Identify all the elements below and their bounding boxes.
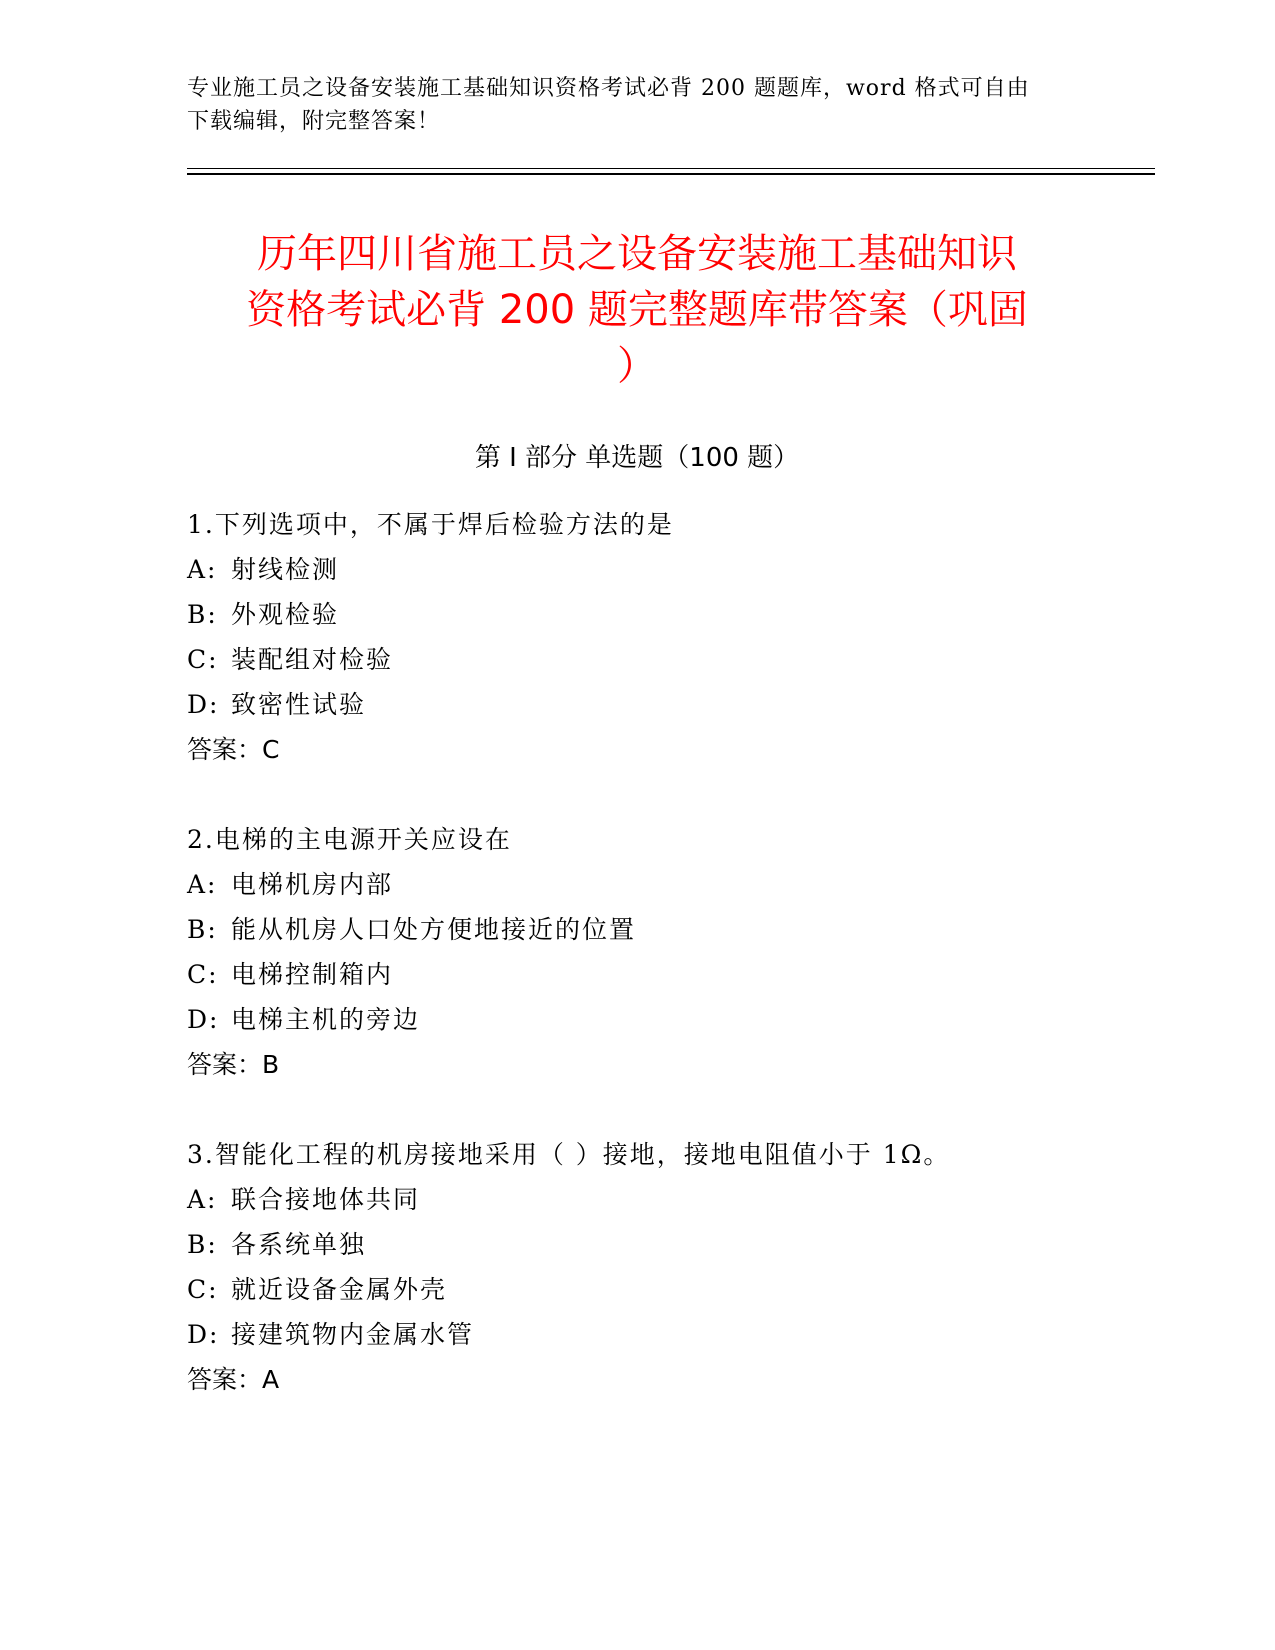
answer: 答案：B: [187, 1050, 280, 1079]
option-text: 联合接地体共同: [231, 1185, 421, 1214]
option-a: [187, 547, 1087, 592]
option-c: [187, 637, 1087, 682]
option-c: [187, 1267, 1087, 1312]
header-note: [187, 72, 1067, 138]
header-divider-thick: [187, 173, 1155, 175]
option-key: B:: [187, 600, 218, 629]
option-key: B:: [187, 915, 218, 944]
option-text: 电梯机房内部: [231, 870, 394, 899]
option-text: 就近设备金属外壳: [231, 1275, 448, 1304]
question-1: [187, 502, 1087, 772]
header-divider-thin: [187, 168, 1155, 169]
option-b: [187, 907, 1087, 952]
option-c: [187, 952, 1087, 997]
question-stem: 2.电梯的主电源开关应设在: [187, 825, 512, 854]
option-a: [187, 862, 1087, 907]
option-key: D:: [187, 1005, 220, 1034]
option-b: [187, 1222, 1087, 1267]
option-text: 能从机房人口处方便地接近的位置: [231, 915, 637, 944]
header-note-line-1: 专业施工员之设备安装施工基础知识资格考试必背 200 题题库，word 格式可自由: [187, 76, 1030, 101]
option-text: 电梯控制箱内: [231, 960, 394, 989]
option-text: 接建筑物内金属水管: [231, 1320, 475, 1349]
option-text: 致密性试验: [231, 690, 367, 719]
option-d: [187, 1312, 1087, 1357]
option-text: 装配组对检验: [231, 645, 394, 674]
answer: 答案：C: [187, 735, 280, 764]
option-text: 射线检测: [231, 555, 340, 584]
document-title-line-2: 资格考试必背 200 题完整题库带答案（巩固: [246, 287, 1028, 333]
section-heading: 第 I 部分 单选题（100 题）: [474, 443, 800, 473]
option-d: [187, 997, 1087, 1042]
option-d: [187, 682, 1087, 727]
option-key: C:: [187, 645, 219, 674]
question-2: [187, 817, 1087, 1087]
header-note-line-2: 下载编辑，附完整答案！: [187, 109, 441, 134]
question-3: [187, 1132, 1087, 1402]
option-text: 电梯主机的旁边: [231, 1005, 421, 1034]
option-key: A:: [187, 1185, 218, 1214]
document-title-line-3: ）: [617, 343, 657, 389]
document-title: [187, 226, 1087, 394]
option-key: B:: [187, 1230, 218, 1259]
option-text: 各系统单独: [231, 1230, 367, 1259]
option-text: 外观检验: [231, 600, 340, 629]
question-stem: 3.智能化工程的机房接地采用（ ）接地，接地电阻值小于 1Ω。: [187, 1140, 951, 1169]
option-a: [187, 1177, 1087, 1222]
document-title-line-1: 历年四川省施工员之设备安装施工基础知识: [257, 231, 1017, 277]
option-key: C:: [187, 1275, 219, 1304]
answer: 答案：A: [187, 1365, 280, 1394]
option-key: C:: [187, 960, 219, 989]
option-key: D:: [187, 1320, 220, 1349]
option-key: A:: [187, 555, 218, 584]
option-key: D:: [187, 690, 220, 719]
option-b: [187, 592, 1087, 637]
option-key: A:: [187, 870, 218, 899]
question-stem: 1.下列选项中，不属于焊后检验方法的是: [187, 510, 674, 539]
